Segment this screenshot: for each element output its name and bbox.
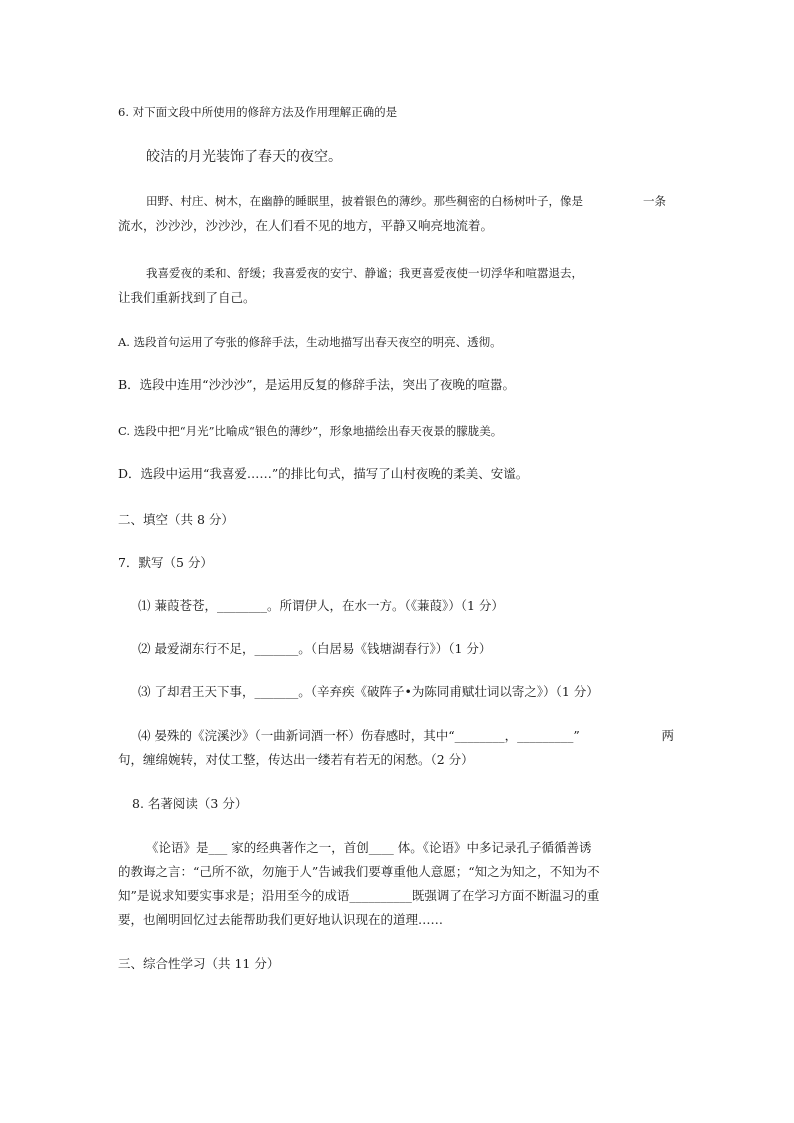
passage-line-4: 我喜爱夜的柔和、舒缓；我喜爱夜的安宁、静谧；我更喜爱夜使一切浮华和喧嚣退去， (146, 266, 583, 280)
q8-line-3: 知”是说求知要实事求是；沿用至今的成语__________既强调了在学习方面不断温习的重 (118, 888, 600, 903)
q7-item-3: ⑶ 了却君王天下事，_______。（辛弃疾《破阵子•为陈同甫赋壮词以寄之》）（1 分） (138, 684, 599, 699)
section-2-title: 二、填空（共 8 分） (118, 512, 234, 527)
passage-line-2-text: 田野、村庄、树木，在幽静的睡眠里，披着银色的薄纱。那些稠密的白杨树叶子，像是 (146, 194, 583, 208)
q8-line-4: 要，也阐明回忆过去能帮助我们更好地认识现在的道理…… (118, 912, 444, 927)
q8-line-1: 《论语》是___ 家的经典著作之一，首创____ 体。《论语》中多记录孔子循循善诱 (146, 840, 592, 855)
q7-item-4-continued: 句，缠绵婉转，对仗工整，传达出一缕若有若无的闲愁。（2 分） (118, 752, 474, 767)
q7-item-4 (138, 727, 674, 745)
question-8-title: 8. 名著阅读（3 分） (132, 796, 248, 811)
q7-item-1: ⑴ 蒹葭苍苍，________。所谓伊人，在水一方。（《蒹葭》）（1 分） (138, 598, 504, 613)
option-c: C. 选段中把“月光”比喻成“银色的薄纱”，形象地描绘出春天夜景的朦胧美。 (118, 424, 503, 438)
q7-item-4-text: ⑷ 晏殊的《浣溪沙》（一曲新词酒一杯）伤春感时，其中“________，_________” (138, 728, 580, 743)
question-7-title: 7．默写（5 分） (118, 555, 213, 570)
passage-line-1: 皎洁的月光装饰了春天的夜空。 (146, 149, 342, 165)
passage-line-3: 流水，沙沙沙，沙沙沙，在人们看不见的地方，平静又响亮地流着。 (118, 218, 494, 233)
section-3-title: 三、综合性学习（共 11 分） (118, 956, 280, 971)
q7-item-4-tail: 两 (661, 728, 674, 743)
passage-line-2 (146, 192, 666, 210)
passage-line-2-tail: 一条 (643, 194, 666, 208)
option-d: D．选段中运用“我喜爱……”的排比句式，描写了山村夜晚的柔美、安谧。 (118, 466, 529, 481)
passage-line-5: 让我们重新找到了自己。 (118, 290, 256, 305)
option-b: B．选段中连用“沙沙沙”，是运用反复的修辞手法，突出了夜晚的喧嚣。 (118, 377, 515, 392)
option-a: A. 选段首句运用了夸张的修辞手法，生动地描写出春天夜空的明亮、透彻。 (118, 335, 502, 349)
question-6-stem: 6. 对下面文段中所使用的修辞方法及作用理解正确的是 (118, 105, 398, 119)
q8-line-2: 的教诲之言：“己所不欲，勿施于人”告诫我们要尊重他人意愿；“知之为知之，不知为不 (118, 864, 600, 879)
q7-item-2: ⑵ 最爱湖东行不足，_______。（白居易《钱塘湖春行》）（1 分） (138, 641, 492, 656)
